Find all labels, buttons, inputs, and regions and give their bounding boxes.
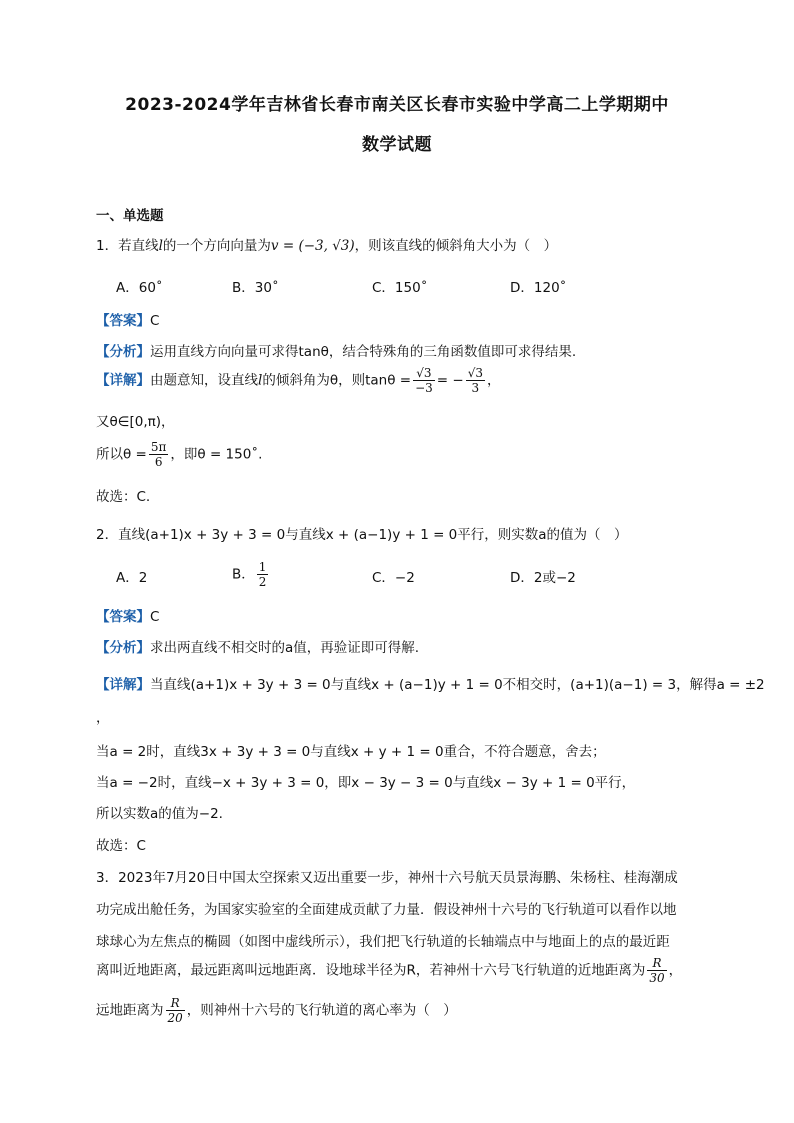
q1-option-b: B．30˚ [232, 280, 279, 296]
q2-detail-text: 当直线(a+1)x + 3y + 3 = 0与直线x + (a−1)y + 1 = 0不相交时，(a+1)(a−1) = 3，解得a = ±2 [150, 677, 765, 693]
q2-option-d: D．2或−2 [510, 570, 576, 586]
q1-stem [96, 234, 557, 254]
q2-detail-line3: 当a = −2时，直线−x + 3y + 3 = 0，即x − 3y − 3 = 0与直线x − 3y + 1 = 0平行， [96, 775, 636, 791]
q2-analysis [96, 636, 419, 656]
q1-detail-b: 的倾斜角为θ，则tanθ = [262, 372, 412, 389]
q2-detail-line4: 所以实数a的值为−2. [96, 806, 223, 822]
q3-line4-text: 离叫近地距离，最远距离叫远地距离．设地球半径为R，若神州十六号飞行轨道的近地距离为 [96, 962, 646, 979]
q1-detail [96, 366, 500, 395]
q1-stem-c: ，则该直线的倾斜角大小为（ ） [354, 238, 558, 254]
q1-detail-line3 [96, 440, 262, 469]
q1-frac3: $\frac{5\pi}{6}$ [150, 440, 167, 469]
q2-detail-comma: ， [96, 710, 110, 726]
q1-frac1: $\frac{√3}{-3}$ [415, 366, 433, 395]
answer-label: 【答案】 [96, 609, 150, 625]
q1-line3-a: 所以θ = [96, 446, 147, 463]
doc-title-line1: 2023-2024学年吉林省长春市南关区长春市实验中学高二上学期期中 [125, 95, 669, 115]
q1-analysis-text: 运用直线方向向量可求得tanθ，结合特殊角的三角函数值即可求得结果. [150, 344, 577, 360]
q1-option-d: D．120˚ [510, 280, 567, 296]
q2-option-b [232, 560, 270, 589]
q1-line3-b: ，即θ = 150˚. [170, 446, 263, 463]
answer-label: 【答案】 [96, 313, 150, 329]
q1-stem-var: l [158, 238, 163, 254]
q2-option-b-label: B． [232, 566, 255, 583]
q3-frac1: $\frac{R}{30}$ [649, 956, 665, 985]
q1-detail-mid: = − [436, 372, 464, 389]
q1-analysis [96, 340, 576, 360]
q1-option-c: C．150˚ [372, 280, 428, 296]
q2-option-b-frac: $\frac{1}{2}$ [258, 560, 267, 589]
q2-option-a: A．2 [116, 570, 148, 586]
q3-line3: 球球心为左焦点的椭圆（如图中虚线所示），我们把飞行轨道的长轴端点中与地面上的点的最近距 [96, 934, 670, 950]
q2-detail [96, 673, 765, 693]
detail-label: 【详解】 [96, 677, 150, 693]
detail-label: 【详解】 [96, 372, 150, 389]
q2-stem: 2．直线(a+1)x + 3y + 3 = 0与直线x + (a−1)y + 1 = 0平行，则实数a的值为（ ） [96, 527, 628, 543]
q1-frac2: $\frac{√3}{3}$ [467, 366, 483, 395]
analysis-label: 【分析】 [96, 640, 150, 656]
doc-title-line2: 数学试题 [362, 135, 432, 155]
q1-detail-a: 由题意知，设直线 [150, 372, 258, 389]
analysis-label: 【分析】 [96, 344, 150, 360]
q1-answer [96, 309, 159, 329]
q2-analysis-text: 求出两直线不相交时的a值，再验证即可得解. [150, 640, 420, 656]
q1-conclusion: 故选：C. [96, 489, 151, 505]
q2-answer-value: C [150, 609, 160, 625]
q3-line1: 3．2023年7月20日中国太空探索又迈出重要一步，神州十六号航天员景海鹏、朱杨柱、桂海潮成 [96, 870, 678, 886]
q1-detail-end: ， [486, 372, 501, 389]
q1-stem-b: 的一个方向向量为 [162, 238, 271, 254]
q2-detail-line2: 当a = 2时，直线3x + 3y + 3 = 0与直线x + y + 1 = 0重合，不符合题意，舍去； [96, 744, 606, 760]
q1-option-a: A．60˚ [116, 280, 163, 296]
q3-line5 [96, 996, 457, 1025]
q1-detail-line2: 又θ∈[0,π)， [96, 414, 175, 430]
q2-conclusion: 故选：C [96, 838, 146, 854]
q3-line2: 功完成出舱任务，为国家实验室的全面建成贡献了力量．假设神州十六号的飞行轨道可以看作以地 [96, 902, 677, 918]
q3-line4 [96, 956, 682, 985]
q1-answer-value: C [150, 313, 160, 329]
q2-option-c: C．−2 [372, 570, 415, 586]
q2-answer [96, 605, 159, 625]
q1-detail-var: l [258, 372, 263, 389]
q3-line4-end: ， [668, 962, 683, 979]
q1-stem-a: 1．若直线 [96, 238, 159, 254]
section-heading: 一、单选题 [96, 208, 164, 224]
q3-line5-a: 远地距离为 [96, 1002, 164, 1019]
q3-frac2: $\frac{R}{20}$ [167, 996, 183, 1025]
q3-line5-b: ，则神州十六号的飞行轨道的离心率为（ ） [186, 1002, 457, 1019]
q1-vector: v = (−3, √3) [270, 238, 355, 254]
